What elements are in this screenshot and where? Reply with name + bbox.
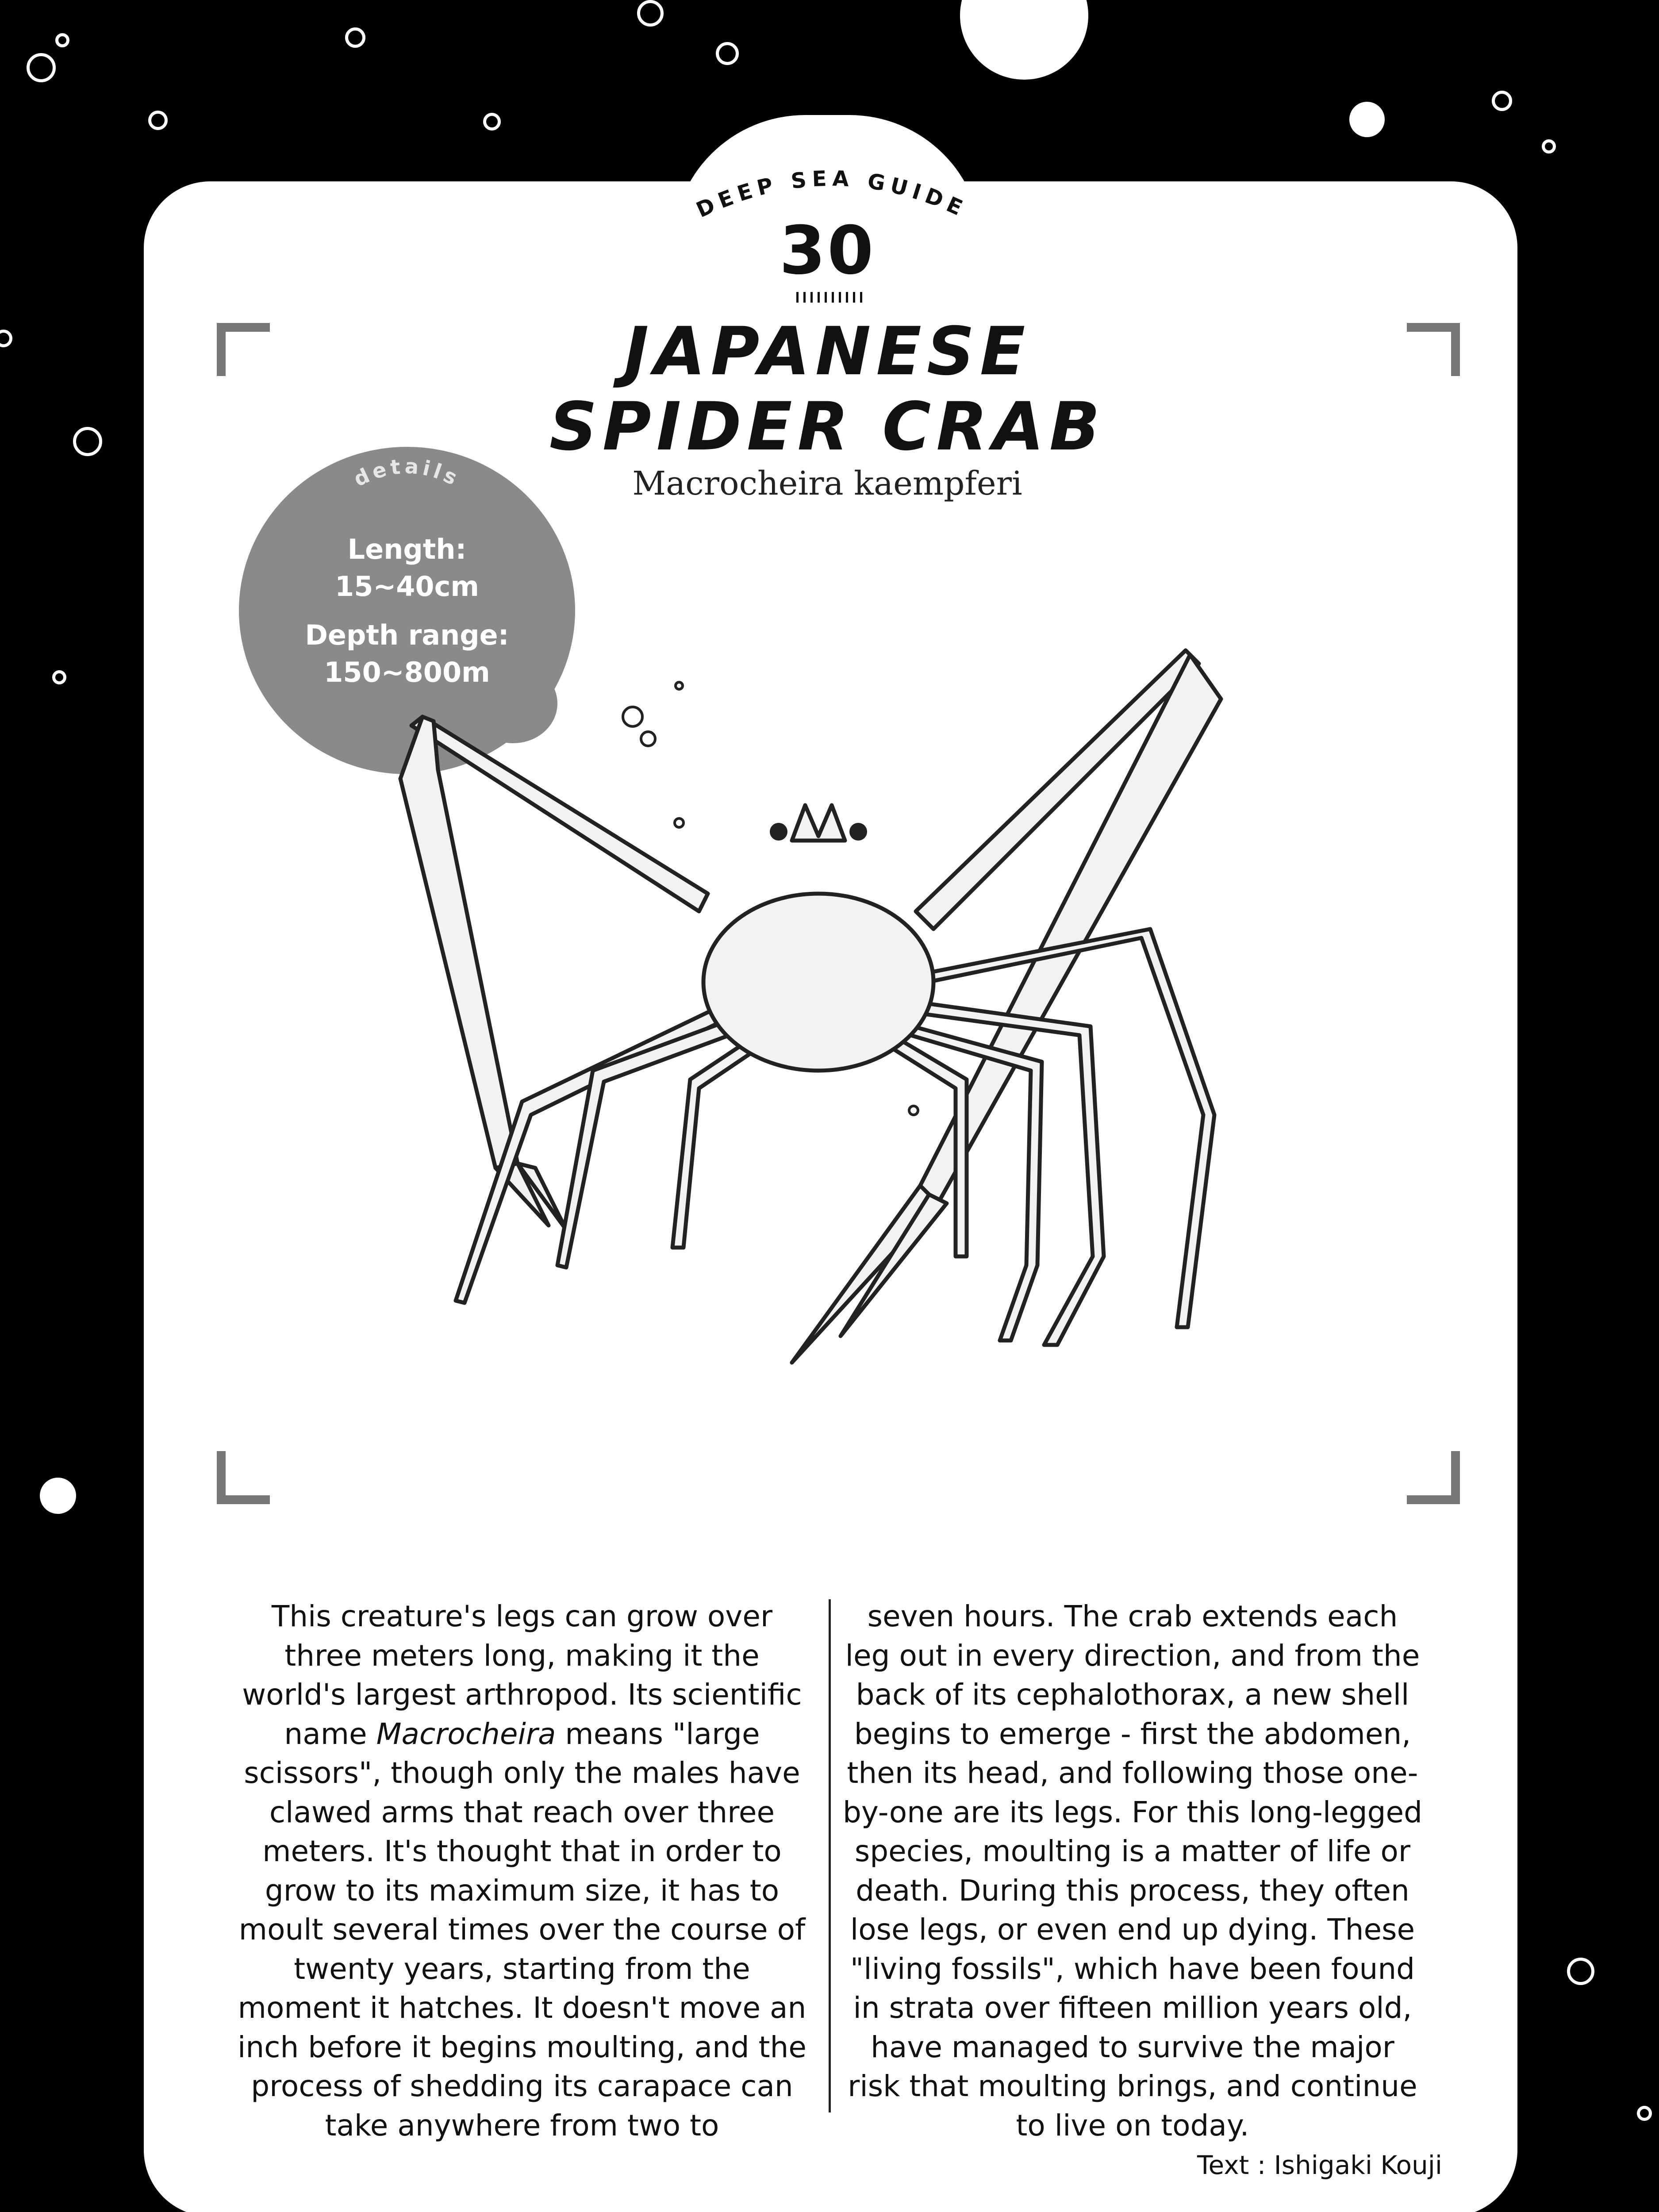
title-line-2: SPIDER CRAB bbox=[549, 388, 1106, 465]
air-bubble bbox=[641, 732, 655, 746]
depth-label: Depth range: bbox=[305, 619, 509, 651]
guide-number: 30 bbox=[779, 212, 876, 289]
air-bubble bbox=[909, 1106, 918, 1115]
bubble bbox=[345, 27, 365, 48]
bubble bbox=[637, 0, 664, 27]
details-label bbox=[336, 447, 478, 500]
bubble bbox=[1542, 139, 1556, 154]
carapace bbox=[703, 894, 933, 1071]
length-label: Length: bbox=[347, 533, 467, 565]
bubble bbox=[1349, 102, 1385, 137]
guide-label bbox=[690, 159, 973, 217]
title-line-1: JAPANESE bbox=[624, 313, 1031, 390]
frame-corner bbox=[1407, 1451, 1460, 1504]
air-bubble bbox=[623, 707, 642, 726]
text-credit: Text : Ishigaki Kouji bbox=[1197, 2150, 1442, 2180]
scientific-name: Macrocheira kaempferi bbox=[632, 465, 1022, 503]
body-col1-rest: means "large scissors", though only the males have clawed arms that reach over three meters. It's thought that in order to grow to its maximum size, it has to moult several times over the course of twenty years, starting from the moment it hatches. It doesn't move an inch before it begins moulting, and the process of shedding its carapace can take anywhere from two to bbox=[238, 1717, 806, 2143]
guide-number-ticks bbox=[796, 292, 863, 303]
air-bubble bbox=[676, 682, 683, 689]
details-label-text: details bbox=[349, 454, 465, 492]
left-eye bbox=[770, 823, 787, 841]
card-bottom-tab bbox=[274, 2146, 982, 2212]
bubble bbox=[0, 330, 12, 347]
bubble bbox=[1492, 91, 1512, 111]
frame-corner bbox=[217, 323, 270, 376]
bubble bbox=[73, 427, 102, 456]
bubble bbox=[716, 42, 739, 65]
bubble bbox=[1637, 2106, 1652, 2121]
bubble bbox=[52, 670, 66, 684]
spider-crab-illustration bbox=[310, 637, 1327, 1433]
bubble bbox=[960, 0, 1088, 80]
walking-leg bbox=[557, 1009, 765, 1267]
species-title bbox=[549, 314, 1106, 465]
frame-corner bbox=[1407, 323, 1460, 376]
bubble bbox=[40, 1478, 76, 1514]
bubble bbox=[148, 111, 168, 130]
body-col1-intro: This creature's legs can grow over three meters long, making it the world's largest arthropod. Its scientific name bbox=[242, 1599, 802, 1751]
air-bubble bbox=[675, 818, 684, 827]
right-eye bbox=[849, 823, 867, 841]
bubble bbox=[27, 53, 56, 82]
guide-label-text: DEEP SEA GUIDE bbox=[692, 166, 971, 217]
column-divider bbox=[829, 1599, 831, 2112]
bubble bbox=[55, 33, 69, 47]
body-col1-italic: Macrocheira bbox=[376, 1717, 556, 1751]
svg-text:DEEP SEA GUIDE bbox=[692, 166, 971, 217]
body-text-column-1 bbox=[230, 1597, 814, 2145]
frame-corner bbox=[217, 1451, 270, 1504]
body-text-column-2: seven hours. The crab extends each leg out in every direction, and from the back of its cephalothorax, a new shell begins to emerge - first the abdomen, then its head, and following those one-by-one are its legs. For this long-legged species, moulting is a matter of life or death. During this process, they often lose legs, or even end up dying. These "living fossils", which have been found in strata over fifteen million years old, have managed to survive the major risk that moulting brings, and continue to live on today. bbox=[842, 1599, 1423, 2143]
length-value: 15~40cm bbox=[335, 570, 479, 603]
depth-value: 150~800m bbox=[324, 656, 490, 688]
bubble bbox=[483, 113, 501, 131]
bubble bbox=[1567, 1958, 1594, 1985]
rostrum bbox=[792, 805, 845, 841]
svg-text:details bbox=[350, 454, 464, 491]
